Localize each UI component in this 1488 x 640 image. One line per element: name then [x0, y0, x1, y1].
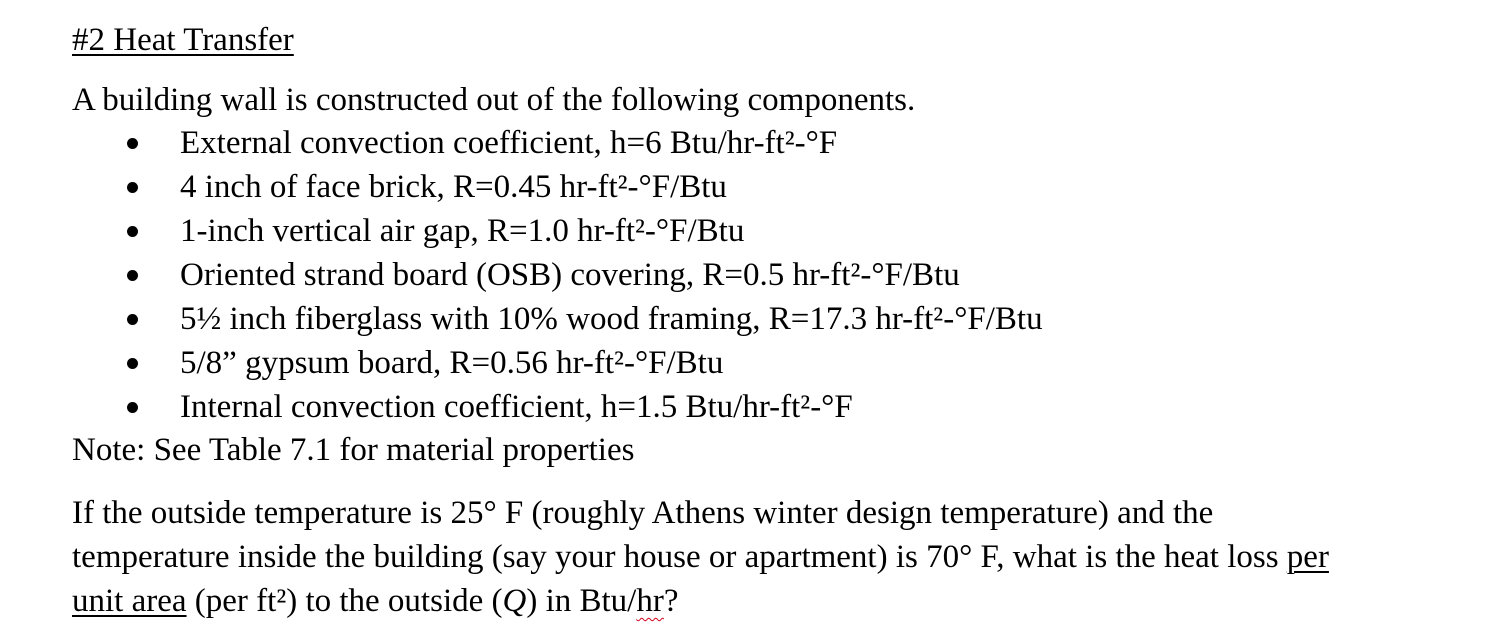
note-text: Note: See Table 7.1 for material properties	[72, 432, 635, 468]
question-text: (per ft²) to the outside (	[186, 583, 503, 619]
bullet-icon	[127, 182, 138, 193]
problem-heading: #2 Heat Transfer	[72, 22, 294, 58]
question-paragraph	[72, 491, 1472, 623]
intro-sentence: A building wall is constructed out of the following components.	[72, 82, 916, 118]
underlined-text: per	[1286, 539, 1329, 575]
variable-q: Q	[502, 583, 527, 619]
component-text: Oriented strand board (OSB) covering, R=0.5 hr-ft²-°F/Btu	[180, 257, 960, 293]
bullet-icon	[127, 358, 138, 369]
bullet-icon	[127, 402, 138, 413]
question-text: ?	[663, 583, 679, 619]
question-text: ) in Btu/	[526, 583, 637, 619]
question-line-1: If the outside temperature is 25° F (roughly Athens winter design temperature) and the	[72, 495, 1214, 531]
underlined-text: unit area	[72, 583, 187, 619]
component-text: 5½ inch fiberglass with 10% wood framing, R=17.3 hr-ft²-°F/Btu	[180, 301, 1043, 337]
component-text: Internal convection coefficient, h=1.5 Btu/hr-ft²-°F	[180, 389, 853, 425]
bullet-icon	[127, 314, 138, 325]
component-text: 1-inch vertical air gap, R=1.0 hr-ft²-°F/Btu	[180, 213, 745, 249]
component-text: External convection coefficient, h=6 Btu/hr-ft²-°F	[180, 125, 838, 161]
question-line-2	[72, 535, 1472, 579]
question-line-3	[72, 579, 1472, 623]
bullet-icon	[127, 138, 138, 149]
spellcheck-flagged-word[interactable]: hr	[636, 583, 664, 619]
component-text: 5/8” gypsum board, R=0.56 hr-ft²-°F/Btu	[180, 345, 724, 381]
component-text: 4 inch of face brick, R=0.45 hr-ft²-°F/Btu	[180, 169, 727, 205]
bullet-icon	[127, 226, 138, 237]
bullet-icon	[127, 270, 138, 281]
question-text: temperature inside the building (say your house or apartment) is 70° F, what is the heat loss	[72, 539, 1287, 575]
